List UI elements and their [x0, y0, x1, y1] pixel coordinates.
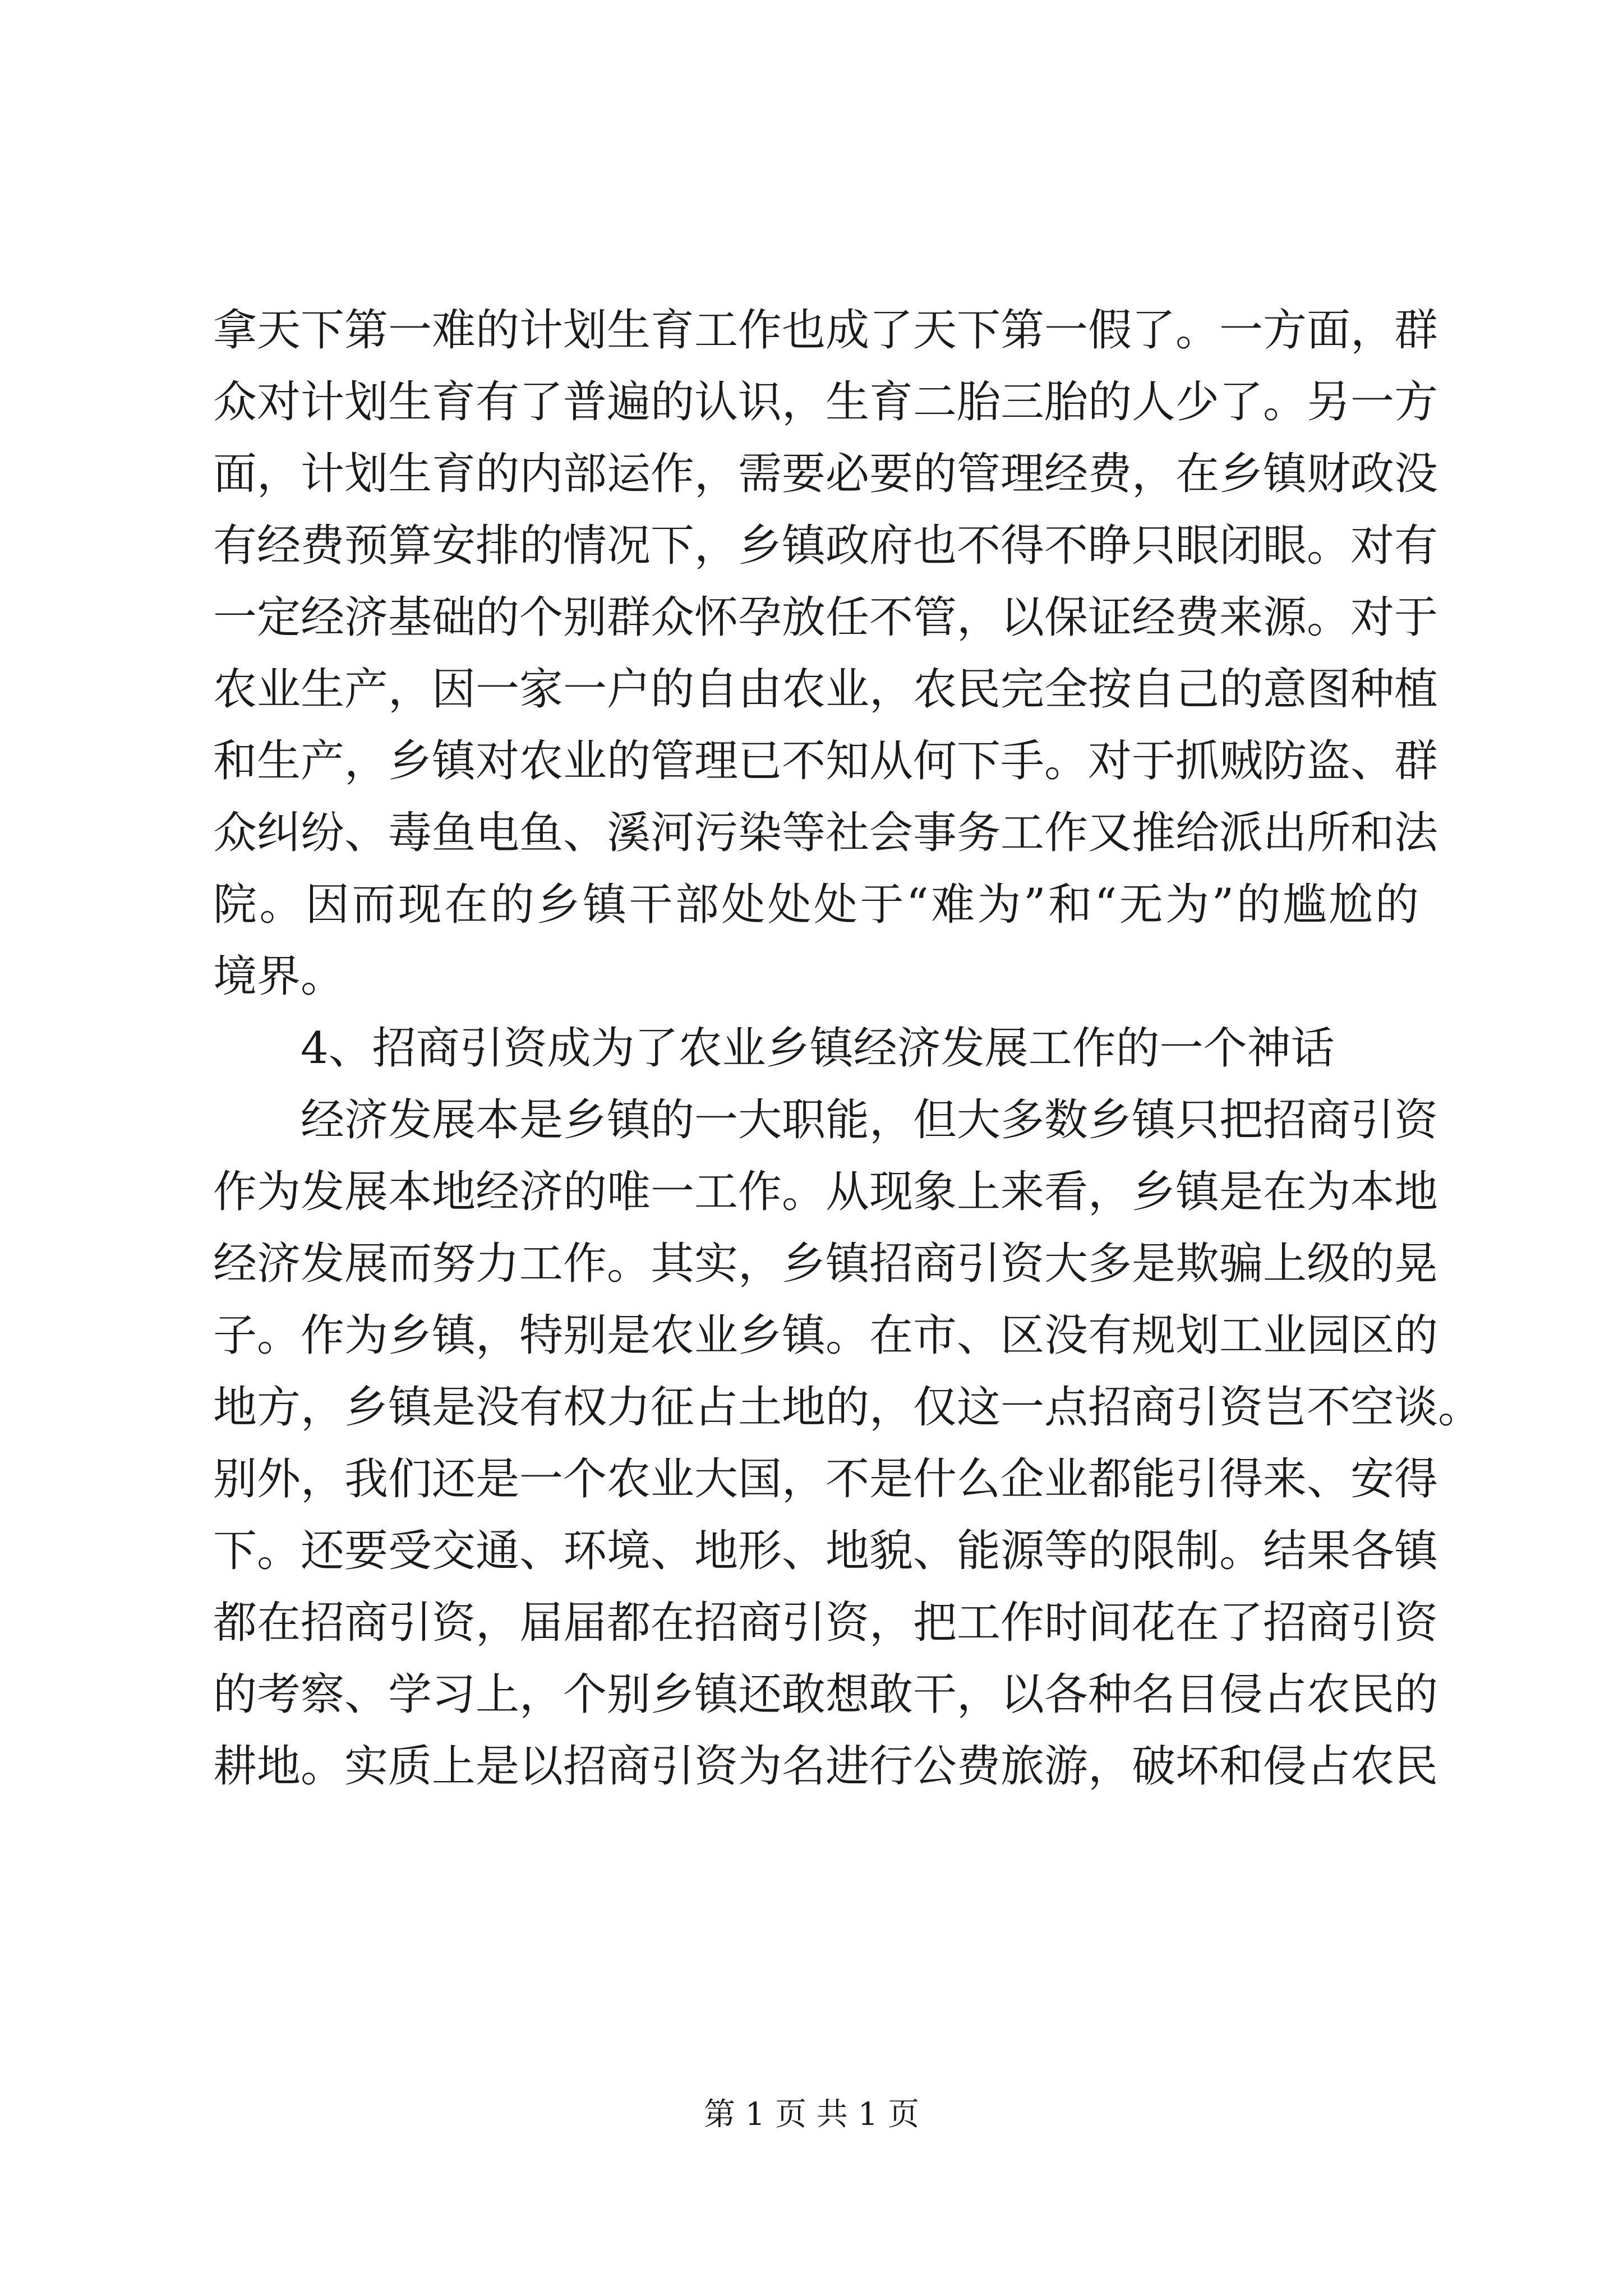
text-line: 耕地。实质上是以招商引资为名进行公费旅游，破坏和侵占农民	[213, 1741, 1438, 1792]
text-line: 拿天下第一难的计划生育工作也成了天下第一假了。一方面，群	[213, 305, 1438, 356]
text-line: 一定经济基础的个别群众怀孕放任不管，以保证经费来源。对于	[213, 592, 1438, 643]
text-line: 院。因而现在的乡镇干部处处处于“难为”和“无为”的尴尬的	[213, 880, 1419, 930]
text-line: 的考察、学习上，个别乡镇还敢想敢干，以各种名目侵占农民的	[213, 1669, 1438, 1720]
text-line: 境界。	[213, 951, 345, 1002]
text-line: 面，计划生育的内部运作，需要必要的管理经费，在乡镇财政没	[213, 449, 1438, 499]
text-line: 和生产，乡镇对农业的管理已不知从何下手。对于抓贼防盗、群	[213, 736, 1438, 786]
text-line: 众纠纷、毒鱼电鱼、溪河污染等社会事务工作又推给派出所和法	[213, 808, 1438, 858]
text-line: 子。作为乡镇，特别是农业乡镇。在市、区没有规划工业园区的	[213, 1310, 1438, 1361]
text-line: 作为发展本地经济的唯一工作。从现象上来看，乡镇是在为本地	[213, 1167, 1438, 1217]
text-line: 地方，乡镇是没有权力征占土地的，仅这一点招商引资岂不空谈。	[213, 1382, 1482, 1433]
text-line: 众对计划生育有了普遍的认识，生育二胎三胎的人少了。另一方	[213, 377, 1438, 427]
page-footer: 第 1 页 共 1 页	[703, 2096, 920, 2133]
section-heading: 4、招商引资成为了农业乡镇经济发展工作的一个神话	[301, 1023, 1335, 1074]
body-text	[213, 295, 1482, 1802]
text-line: 别外，我们还是一个农业大国，不是什么企业都能引得来、安得	[213, 1454, 1438, 1504]
text-line: 都在招商引资，届届都在招商引资，把工作时间花在了招商引资	[213, 1598, 1438, 1648]
text-line: 有经费预算安排的情况下，乡镇政府也不得不睁只眼闭眼。对有	[213, 521, 1438, 571]
text-line: 经济发展本是乡镇的一大职能，但大多数乡镇只把招商引资	[301, 1095, 1438, 1145]
text-line: 下。还要受交通、环境、地形、地貌、能源等的限制。结果各镇	[213, 1526, 1438, 1576]
text-line: 农业生产，因一家一户的自由农业，农民完全按自己的意图种植	[213, 664, 1438, 715]
text-line: 经济发展而努力工作。其实，乡镇招商引资大多是欺骗上级的晃	[213, 1239, 1438, 1289]
